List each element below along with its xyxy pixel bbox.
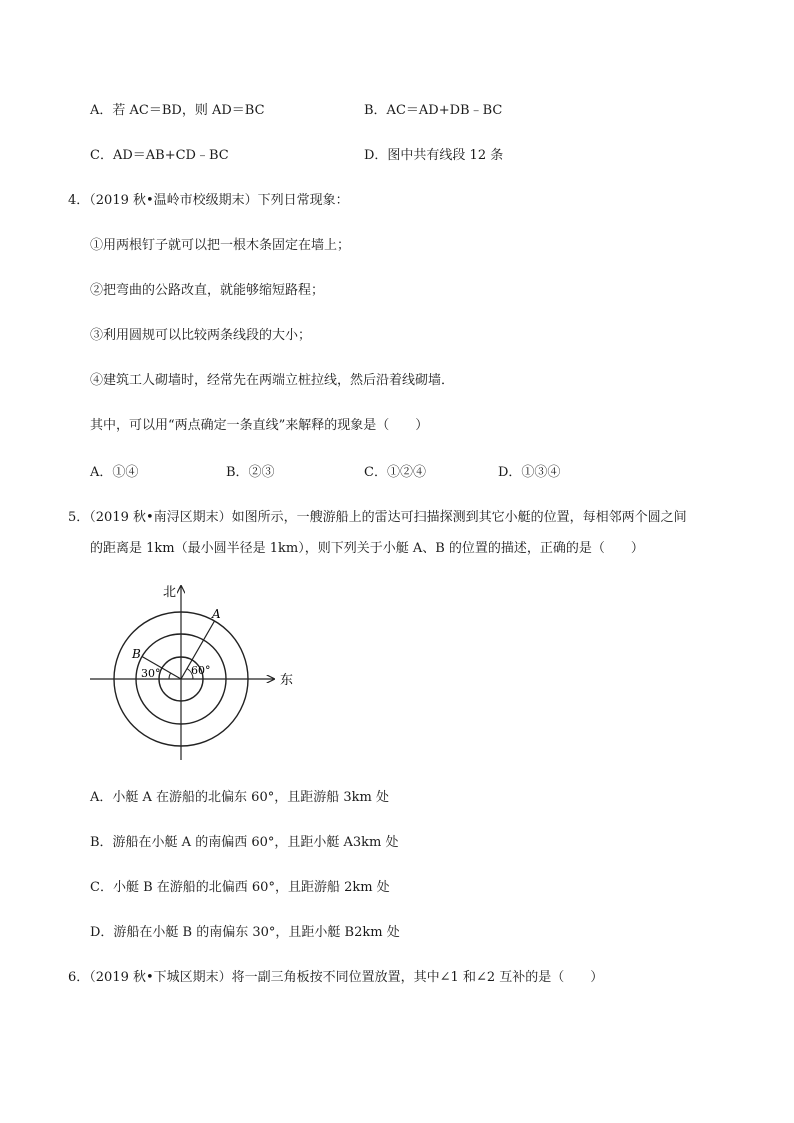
q3-option-a: A．若 AC＝BD，则 AD＝BC (90, 103, 265, 118)
east-label: 东 (280, 673, 294, 688)
q5-option-c: C．小艇 B 在游船的北偏西 60°，且距游船 2km 处 (90, 880, 390, 895)
q5-option-d: D．游船在小艇 B 的南偏东 30°，且距小艇 B2km 处 (90, 925, 400, 940)
q3-option-c: C．AD＝AB+CD﹣BC (90, 148, 229, 163)
q4-option-b: B．②③ (226, 465, 275, 480)
q4-option-d: D．①③④ (498, 465, 561, 480)
q4-item-3: ③利用圆规可以比较两条线段的大小； (90, 328, 312, 343)
north-label: 北 (162, 585, 176, 600)
q4-question: 其中，可以用“两点确定一条直线”来解释的现象是（ ） (90, 418, 429, 433)
q3-option-b: B．AC＝AD+DB﹣BC (364, 103, 503, 118)
q5-option-a: A．小艇 A 在游船的北偏东 60°，且距游船 3km 处 (90, 790, 389, 805)
q4-item-2: ②把弯曲的公路改直，就能够缩短路程； (90, 283, 325, 298)
radar-figure (88, 578, 300, 768)
angle-a-label: 60° (191, 664, 211, 677)
angle-arc-b (169, 673, 171, 679)
q6-stem: 6．（2019 秋•下城区期末）将一副三角板按不同位置放置，其中∠1 和∠2 互补的是（ ） (68, 970, 604, 985)
q4-option-a: A．①④ (90, 465, 139, 480)
q4-option-c: C．①②④ (364, 465, 426, 480)
q5-option-b: B．游船在小艇 A 的南偏西 60°，且距小艇 A3km 处 (90, 835, 399, 850)
q5-stem-line1: 5．（2019 秋•南浔区期末）如图所示，一艘游船上的雷达可扫描探测到其它小艇的位置，每相邻两个圆之间 (68, 510, 687, 525)
q4-item-1: ①用两根钉子就可以把一根木条固定在墙上； (90, 238, 351, 253)
q5-stem-line2: 的距离是 1km（最小圆半径是 1km），则下列关于小艇 A、B 的位置的描述，正确的是（ ） (90, 541, 644, 556)
point-b-label: B (132, 647, 141, 661)
q4-stem: 4．（2019 秋•温岭市校级期末）下列日常现象： (68, 193, 349, 208)
angle-b-label: 30° (141, 667, 161, 680)
point-a-label: A (212, 607, 221, 621)
q3-option-d: D．图中共有线段 12 条 (364, 148, 504, 163)
q4-item-4: ④建筑工人砌墙时，经常先在两端立桩拉线，然后沿着线砌墙． (90, 373, 455, 388)
